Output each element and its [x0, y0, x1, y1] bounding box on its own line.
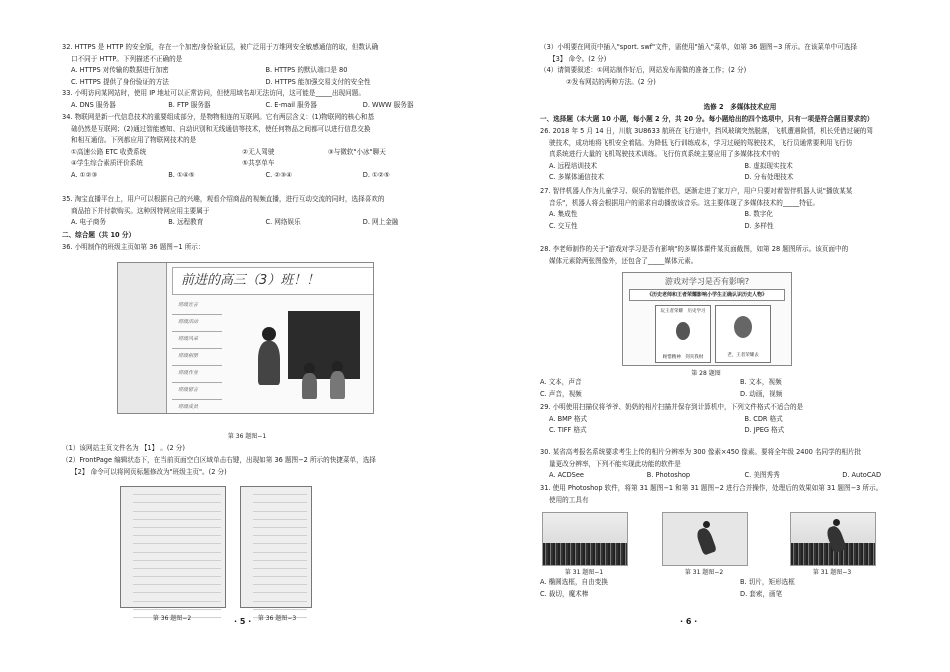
- student-figure: [330, 371, 345, 399]
- figure-caption: 第 31 题图−2: [684, 569, 724, 576]
- menu-item[interactable]: [253, 602, 307, 610]
- teacher-head: [262, 327, 276, 341]
- menu-item[interactable]: [133, 495, 221, 503]
- menu-item[interactable]: [133, 544, 221, 552]
- nav-item[interactable]: 班级活动: [172, 314, 222, 332]
- student-figure: [302, 373, 317, 399]
- menu-item[interactable]: [253, 528, 307, 536]
- menu-item[interactable]: [253, 544, 307, 552]
- question-31-stem: 31. 使用 Photoshop 软件，将第 31 题图−1 和第 31 题图−2 进行合并操作，处理后的效果如第 31 题图−3 所示。 使用的工具有: [540, 484, 883, 504]
- figure-caption: 第 36 题图−1: [227, 433, 267, 440]
- slide-image-right: 老，王者荣耀去: [715, 305, 771, 363]
- menu-item[interactable]: [253, 536, 307, 544]
- nav-item[interactable]: 班级相册: [172, 348, 222, 366]
- menu-item[interactable]: [253, 553, 307, 561]
- page-number: · 6 ·: [680, 617, 698, 626]
- blackboard-illustration: [288, 311, 360, 379]
- section-heading: 二、综合题（共 10 分）: [62, 231, 136, 239]
- teacher-figure: [258, 341, 280, 385]
- question-33: 33. 小明访问某网站时，使用 IP 地址可以正常访问，但使用域名却无法访问，这可能是_____出现问题。 A. DNS 服务器 B. FTP 服务器 C. E-mail 服务器 D. WWW 服务器: [62, 89, 414, 109]
- nav-item[interactable]: 班级风采: [172, 331, 222, 349]
- menu-item[interactable]: [253, 569, 307, 577]
- menu-item[interactable]: [253, 561, 307, 569]
- figure-28: [622, 272, 792, 366]
- banner-title: 前进的高三（3）班！！: [172, 267, 374, 295]
- runner-figure: [695, 526, 717, 555]
- menu-item[interactable]: [253, 577, 307, 585]
- menu-item[interactable]: [253, 487, 307, 495]
- figure-caption: 第 31 题图−1: [564, 569, 604, 576]
- menu-item[interactable]: [133, 487, 221, 495]
- menu-item[interactable]: [253, 503, 307, 511]
- q36-sub2: （2）FrontPage 编辑状态下，在当前页面空白区域单击右键，出现如第 36 题图−2 所示的快捷菜单，选择 【2】 命令可以将网页标题修改为"班级主页"。(2 分): [62, 456, 376, 476]
- question-35: 35. 淘宝直播平台上，用户可以根据自己的兴趣，观看介绍商品的视频直播，进行互动交流的同时，选择喜欢的 商品拍下并付款购买。这种因特网应用主要属于 A. 电子商务 B. 远程教育 C. 网络娱乐 D. 网上金融: [62, 195, 399, 226]
- menu-item[interactable]: [253, 512, 307, 520]
- elective-section-title: 选修 2 多媒体技术应用: [703, 103, 777, 111]
- menu-item[interactable]: [133, 569, 221, 577]
- menu-item[interactable]: [133, 512, 221, 520]
- q36-continued: （3）小明要在网页中插入"sport. swf"文件，需使用"插入"菜单，如第 36 题图−3 所示。在该菜单中可选择 【3】 命令。(2 分) （4）请简要叙述：①网站制作好后，网站发布需做的准备工作；(2 分) ②发布网站的两种方法。(2 分): [540, 43, 857, 86]
- figure-caption: 第 36 题图−2: [152, 615, 192, 622]
- menu-item[interactable]: [133, 553, 221, 561]
- cartoon-face: [676, 322, 690, 340]
- left-page: [62, 0, 460, 672]
- slide-image-left: 玩王者荣耀 历史学习 顾惜精神 剑夹我财: [655, 305, 711, 363]
- figure-31-3-image: [790, 512, 876, 566]
- page-number: · 5 ·: [234, 617, 252, 626]
- question-32: 32. HTTPS 是 HTTP 的安全版，存在一个加密/身份验证层，被广泛用于万维网安全敏感通信的取，但数认确 口不同于 HTTP。下列描述不正确的是 A. HTTPS 对传输的数据进行加密 B. HTTPS 的默认端口是 80 C. HTTPS 提供了身份验证的方法 D. HTTPS 能加强交易支付的安全性: [62, 43, 379, 86]
- menu-item[interactable]: [133, 503, 221, 511]
- question-28: 28. 李老师制作的关于"游戏对学习是否有影响"的多媒体课件某页面截图，如第 28 题图所示。该页面中的 媒体元素除两张图像外，还包含了_____媒体元素。: [540, 245, 849, 265]
- nav-column: [172, 297, 222, 412]
- figure-36-1: [117, 262, 374, 414]
- question-30: 30. 某省高考报名系统要求考生上传的相片分辨率为 300 像素×450 像素。要将全年级 2400 名同学的相片批 量更改分辨率，下列不能实现此功能的软件是 A. ACDSee B. Photoshop C. 美图秀秀 D. AutoCAD: [540, 448, 882, 479]
- question-28-options: A. 文本，声音 B. 文本，视频 C. 声音，视频 D. 动画，视频: [540, 378, 783, 398]
- menu-item[interactable]: [253, 520, 307, 528]
- mc-header: 一、选择题（本大题 10 小题，每小题 2 分，共 20 分。每小题给出的四个选项中，只有一项是符合题目要求的）: [540, 115, 874, 123]
- menu-item[interactable]: [133, 577, 221, 585]
- right-page: [540, 0, 940, 672]
- menu-item[interactable]: [253, 585, 307, 593]
- slide-title: 游戏对学习是否有影响?: [664, 277, 750, 286]
- insert-menu-screenshot: [240, 486, 312, 608]
- folder-panel: [118, 263, 167, 413]
- question-26: 26. 2018 年 5 月 14 日，川航 3U8633 航班在飞行途中，挡风玻璃突然脱落，飞机遭遇险情，机长凭借过硬的驾 驶技术，成功地将飞机安全着陆。为降低飞行训练成本，学习过硬的驾驶技术，飞行员通常要利用飞行仿 真系统进行大量的飞机驾驶技术训练。飞行仿真系统主要应用了多媒体技术中的 A. 远程培训技术 B. 虚拟现实技术 C. 多媒体通信技术 D. 分布处理技术: [540, 127, 873, 181]
- figure-caption: 第 31 题图−3: [812, 569, 852, 576]
- menu-item[interactable]: [253, 593, 307, 601]
- question-31-options: A. 椭圆选框，自由变换 B. 切片，矩形选框 C. 裁切，魔术棒 D. 套索，画笔: [540, 578, 795, 598]
- homepage-preview: [168, 263, 373, 413]
- cartoon-face: [734, 316, 752, 338]
- menu-item[interactable]: [133, 561, 221, 569]
- menu-item[interactable]: [253, 495, 307, 503]
- question-27: 27. 智伴机器人作为儿童学习、娱乐的智能伴侣，逐渐走进了家万户，用户只要对着智伴机器人说"播放某某 音乐"，机器人将会根据用户的需求自动播放该音乐。这主要体现了多媒体技术的_____特征。 A. 集成性 B. 数字化 C. 交互性 D. 多样性: [540, 187, 853, 230]
- figure-31-2-image: [662, 512, 748, 566]
- question-29: 29. 小明使用扫描仪将爷爷、奶奶的相片扫描并保存到计算机中，下列文件格式不适合的是 A. BMP 格式 B. CDR 格式 C. TIFF 格式 D. JPEG 格式: [540, 403, 804, 434]
- question-36-stem: 36. 小明制作的班级主页如第 36 题图−1 所示：: [62, 243, 205, 251]
- menu-item[interactable]: [133, 585, 221, 593]
- nav-item[interactable]: 班级成员: [172, 399, 222, 414]
- menu-item[interactable]: [133, 536, 221, 544]
- nav-item[interactable]: 班级留言: [172, 382, 222, 400]
- nav-item[interactable]: 班级宣言: [172, 297, 222, 315]
- figure-31-1-image: [542, 512, 628, 566]
- figure-caption: 第 36 题图−3: [257, 615, 297, 622]
- q36-sub1: （1）该网站主页文件名为 【1】 。(2 分): [62, 444, 185, 452]
- context-menu-screenshot: [120, 486, 226, 608]
- menu-item[interactable]: [133, 593, 221, 601]
- figure-caption: 第 28 题图: [691, 370, 721, 377]
- slide-banner: 《历史老师和王者荣耀影响小学生正确认识历史人物》: [629, 289, 785, 301]
- question-34: 34. 物联网是新一代信息技术的重要组成部分，是物物相连的互联网。它有两层含义：(1)物联网的核心和基 础仍然是互联网；(2)通过智能感知、自动识别和无线通信等技术，使任何物品之间都可以进行信息交换 和相互通信。下列都应用了物联网技术的是 ①高速公路 ETC 收费系统 ②无人驾驶 ③与微软"小冰"聊天 ④学生综合素质评价系统 ⑤共享单车 A. ①②③ B. ①④⑤ C. ②③④ D. ①②⑤: [62, 113, 390, 179]
- menu-item[interactable]: [133, 520, 221, 528]
- menu-item[interactable]: [133, 602, 221, 610]
- nav-item[interactable]: 班级作业: [172, 365, 222, 383]
- menu-item[interactable]: [133, 528, 221, 536]
